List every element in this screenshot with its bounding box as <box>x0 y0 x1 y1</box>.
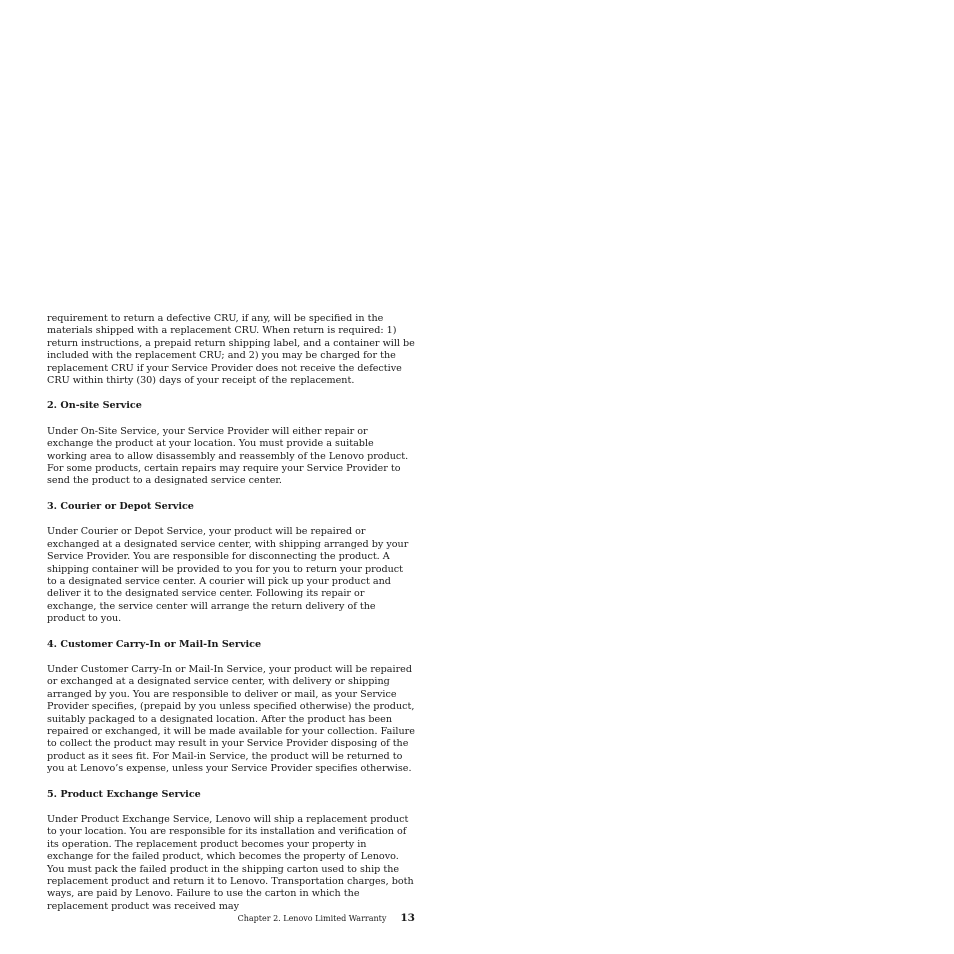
footer-chapter-title: Chapter 2. Lenovo Limited Warranty <box>237 914 387 923</box>
intro-paragraph: requirement to return a defective CRU, if any, will be specified in the materials shipped with a replacement CRU. When return is required: 1) return instructions, a prepaid return shipping label, and a container will be included with the replacement CRU; and 2) you may be charged for the replacement CRU if your Service Provider does not receive the defective CRU within thirty (30) days of your receipt of the replacement. <box>47 313 415 387</box>
section-heading-product-exchange: 5. Product Exchange Service <box>47 788 201 800</box>
section-body-product-exchange: Under Product Exchange Service, Lenovo will ship a replacement product to your location. You are responsible for its installation and verification of its operation. The replacement product becomes your property in exchange for the failed product, which becomes the property of Lenovo. You must pack the failed product in the shipping carton used to ship the replacement product and return it to Lenovo. Transportation charges, both ways, are paid by Lenovo. Failure to use the carton in which the replacement product was received may <box>47 814 414 912</box>
section-heading-on-site: 2. On-site Service <box>47 400 142 412</box>
page-content <box>47 313 415 913</box>
page-footer <box>47 912 415 924</box>
section-heading-carry-in: 4. Customer Carry-In or Mail-In Service <box>47 638 262 650</box>
section-body-courier-depot: Under Courier or Depot Service, your product will be repaired or exchanged at a designated service center, with shipping arranged by your Service Provider. You are responsible for disconnecting the product. A shipping container will be provided to you for you to return your product to a designated service center. A courier will pick up your product and deliver it to the designated service center. Following its repair or exchange, the service center will arrange the return delivery of the product to you. <box>47 526 409 625</box>
section-heading-courier-depot: 3. Courier or Depot Service <box>47 500 194 512</box>
section-body-carry-in: Under Customer Carry-In or Mail-In Service, your product will be repaired or exchanged at a designated service center, with delivery or shipping arranged by you. You are responsible to deliver or mail, as your Service Provider specifies, (prepaid by you unless specified otherwise) the product, suitably packaged to a designated location. After the product has been repaired or exchanged, it will be made available for your collection. Failure to collect the product may result in your Service Provider disposing of the product as it sees fit. For Mail-in Service, the product will be returned to you at Lenovo’s expense, unless your Service Provider specifies otherwise. <box>47 663 415 775</box>
page-number: 13 <box>400 912 415 924</box>
section-body-on-site: Under On-Site Service, your Service Provider will either repair or exchange the product at your location. You must provide a suitable working area to allow disassembly and reassembly of the Lenovo product. For some products, certain repairs may require your Service Provider to send the product to a designated service center. <box>47 425 409 487</box>
